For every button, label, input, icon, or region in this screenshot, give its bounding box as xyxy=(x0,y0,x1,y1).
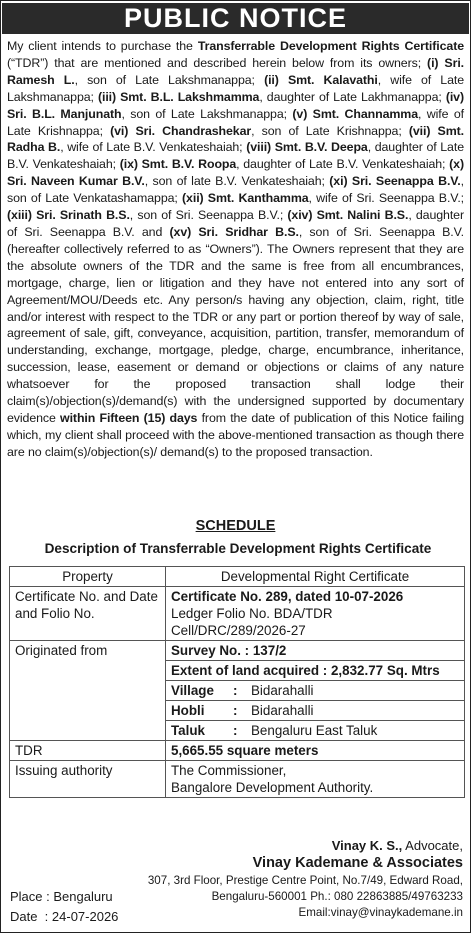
colon: : xyxy=(233,683,238,698)
body-segment: My client intends to purchase the xyxy=(7,39,198,53)
hobli-label: Hobli xyxy=(171,703,205,718)
body-bold-segment: (xii) Smt. Kanthamma xyxy=(182,191,309,206)
survey-number: Survey No. : 137/2 xyxy=(166,641,465,661)
village-cell xyxy=(166,681,465,701)
body-bold-segment: (iv) Sri. B.L. Manjunath xyxy=(7,89,464,121)
body-segment: , son of Late Venkatashamappa; xyxy=(7,174,464,206)
body-segment: , wife of Sri. Seenappa B.V.; xyxy=(308,191,464,206)
body-bold-segment: (xi) Sri. Seenappa B.V. xyxy=(329,174,461,189)
origin-label: Originated from xyxy=(10,641,166,741)
body-segment: , daughter of Late B.V. Venkateshaiah; xyxy=(7,140,464,172)
hobli-value: Bidarahalli xyxy=(251,703,314,718)
place: Place : Bengaluru xyxy=(10,889,113,904)
authority-value xyxy=(166,761,465,798)
body-bold-segment: Transferrable Development Rights Certificate xyxy=(197,39,465,53)
taluk-value: Bengaluru East Taluk xyxy=(251,723,378,738)
body-bold-segment: (xiii) Sri. Srinath B.S. xyxy=(7,208,130,223)
schedule-title: SCHEDULE xyxy=(195,518,276,534)
place-date-block xyxy=(10,887,118,927)
body-bold-segment: (vi) Sri. Chandrashekar xyxy=(110,123,252,138)
body-bold-segment: (xv) Sri. Sridhar B.S. xyxy=(169,224,299,239)
notice-banner: PUBLIC NOTICE xyxy=(2,3,469,34)
body-segment: , son of Late Krishnappa; xyxy=(251,123,409,138)
village-value: Bidarahalli xyxy=(251,683,314,698)
body-segment: , son of late B.V. Venkateshaiah; xyxy=(144,174,330,189)
body-bold-segment: (xiv) Smt. Nalini B.S. xyxy=(287,208,409,223)
body-bold-segment: (iii) Smt. B.L. Lakshmamma xyxy=(97,89,260,104)
body-segment: , daughter of Late Lakhmanappa; xyxy=(259,89,446,104)
body-segment: , son of Sri. Seenappa B.V.; xyxy=(129,208,288,223)
body-segment: (“TDR”) that are mentioned and described herein below from its owners; xyxy=(7,55,428,70)
address-line-2: Bengaluru-560001 Ph.: 080 22863885/49763233 xyxy=(211,890,463,903)
notice-body xyxy=(7,38,464,461)
tdr-value: 5,665.55 square meters xyxy=(166,741,465,761)
extent-value: 2,832.77 Sq. Mtrs xyxy=(330,663,440,678)
extent-cell xyxy=(166,661,465,681)
table-row-origin xyxy=(10,641,465,661)
village-label: Village xyxy=(171,683,214,698)
body-bold-segment: within Fifteen (15) days xyxy=(60,410,198,425)
body-segment: , wife of Late B.V. Venkateshaiah; xyxy=(60,140,247,155)
certificate-label: Certificate No. and Date and Folio No. xyxy=(10,587,166,641)
description-title: Description of Transferrable Development Rights Certificate xyxy=(44,541,432,556)
table-row-certificate xyxy=(10,587,465,641)
table-row-tdr xyxy=(10,741,465,761)
authority-label: Issuing authority xyxy=(10,761,166,798)
header-property: Property xyxy=(10,567,166,587)
cell-reference: Cell/DRC/289/2026-27 xyxy=(171,623,306,638)
body-bold-segment: (ii) Smt. Kalavathi xyxy=(264,72,378,87)
schedule-table xyxy=(9,566,465,798)
body-bold-segment: (viii) Smt. B.V. Deepa xyxy=(246,140,368,155)
body-segment: , wife of Late Krishnappa; xyxy=(7,106,464,138)
email: Email:vinay@vinaykademane.in xyxy=(298,906,463,919)
body-bold-segment: (x) Sri. Naveen Kumar B.V. xyxy=(7,157,464,189)
colon: : xyxy=(233,723,238,738)
table-header-row xyxy=(10,567,465,587)
body-bold-segment: (vii) Smt. Radha B. xyxy=(7,123,465,155)
authority-line-1: The Commissioner, xyxy=(171,763,287,778)
taluk-cell xyxy=(166,721,465,741)
extent-label: Extent of land acquired : xyxy=(171,663,328,678)
body-segment: , wife of Late Lakshmanappa; xyxy=(7,72,464,104)
body-segment: from the date of publication of this Notice failing which, my client shall proceed with the above-mentioned transaction as though there are no claim(s)/objection(s)/ demand(s) to the proposed transaction. xyxy=(7,410,464,459)
signature-block xyxy=(148,838,463,921)
address-line-1: 307, 3rd Floor, Prestige Centre Point, No.7/49, Edward Road, xyxy=(147,874,463,887)
ledger-folio: Ledger Folio No. BDA/TDR xyxy=(171,606,333,621)
body-segment: , daughter of Late B.V. Venkateshaiah; xyxy=(236,157,450,172)
taluk-label: Taluk xyxy=(171,723,205,738)
body-bold-segment: (i) Sri. Ramesh L. xyxy=(7,55,465,87)
certificate-value xyxy=(166,587,465,641)
firm-name: Vinay Kademane & Associates xyxy=(252,855,463,871)
advocate-name: Vinay K. S., xyxy=(331,838,403,853)
certificate-number: Certificate No. 289, dated 10-07-2026 xyxy=(171,589,404,604)
hobli-cell xyxy=(166,701,465,721)
table-row-authority xyxy=(10,761,465,798)
header-certificate: Developmental Right Certificate xyxy=(166,567,465,587)
body-segment: , son of Late Lakshmanappa; xyxy=(121,106,293,121)
body-segment: , son of Sri. Seenappa B.V. (hereafter collectively referred to as “Owners”). The Owners represent that they are the absolute owners of the TDR and the same is free from all encumbrances, mortgage, charge, lien or litigation and they have not entered into any sort of Agreement/MOU/Deeds etc. Any person/s having any objection, claim, right, title and/or interest with respect to the TDR or any part or portion thereof by way of sale, agreement of sale, gift, conveyance, acquisition, partition, transfer, memorandum of understanding, exchange, mortgage, pledge, charge, encumbrance, inheritance, succession, lease, easement or demand or objections or claims of any nature whatsoever for the proposed transaction shall lodge their claim(s)/objection(s)/demand(s) with the undersigned supported by documentary evidence xyxy=(7,224,464,425)
advocate-title: Advocate, xyxy=(402,838,463,853)
authority-line-2: Bangalore Development Authority. xyxy=(171,780,374,795)
date: Date : 24-07-2026 xyxy=(10,909,119,924)
tdr-label: TDR xyxy=(10,741,166,761)
body-bold-segment: (v) Smt. Channamma xyxy=(292,106,419,121)
body-segment: , daughter of Sri. Seenappa B.V. and xyxy=(7,208,464,239)
body-segment: , son of Late Lakshmanappa; xyxy=(74,72,265,87)
colon: : xyxy=(233,703,238,718)
body-bold-segment: (ix) Smt. B.V. Roopa xyxy=(119,157,237,172)
